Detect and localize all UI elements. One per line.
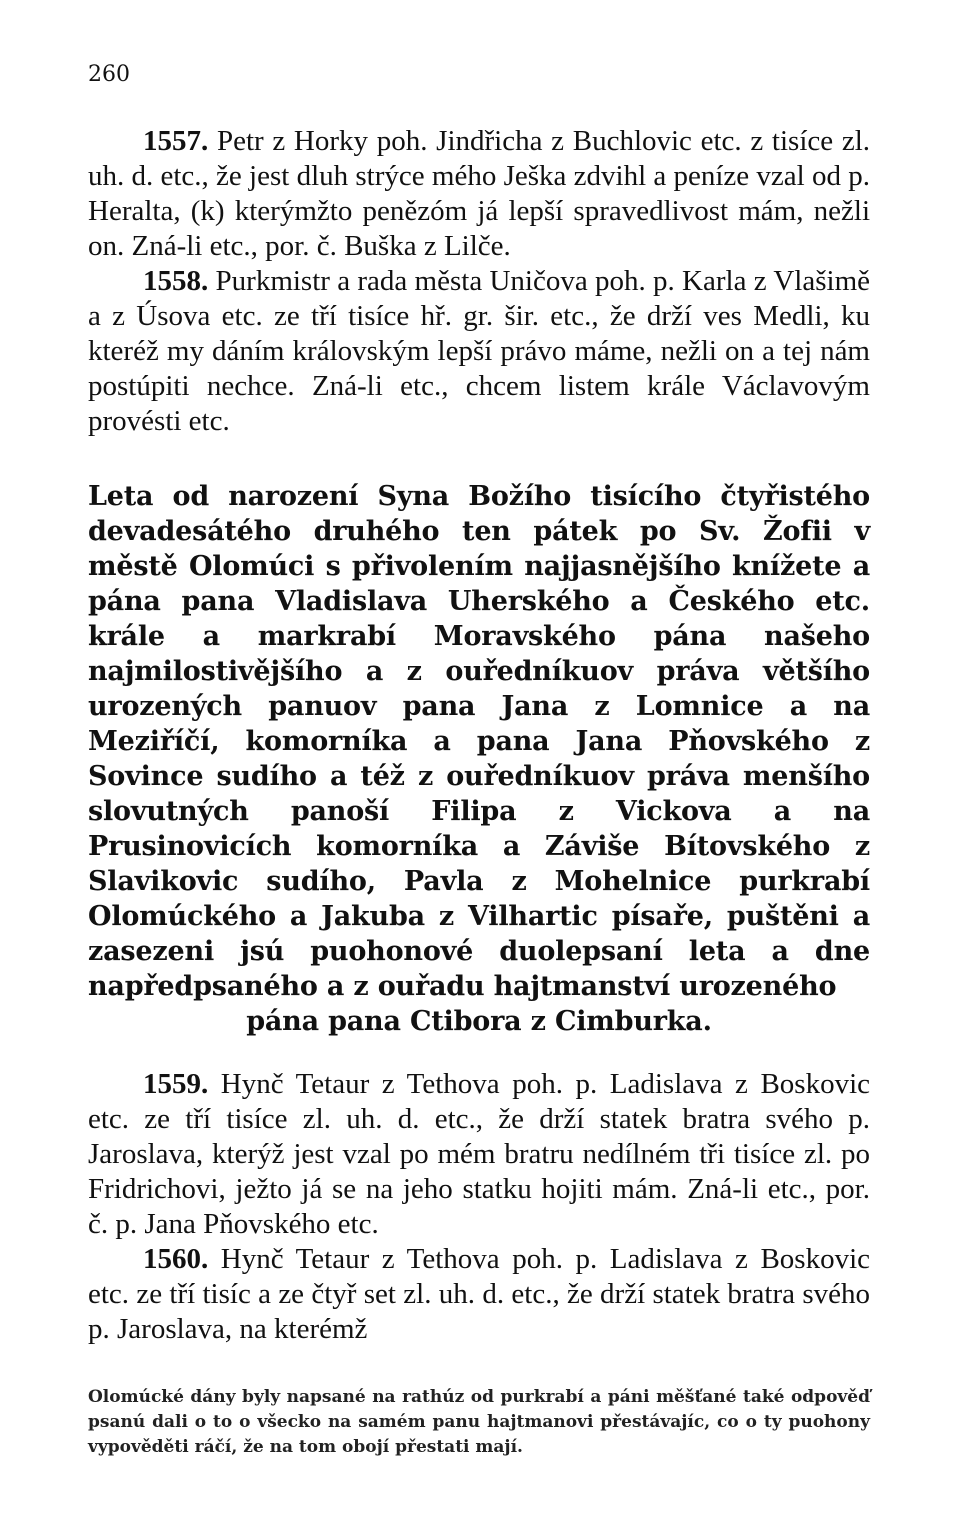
section-heading-last-line: pána pana Ctibora z Cimburka. [246, 1006, 712, 1037]
entry-1559 [88, 1067, 870, 1242]
entry-1558 [88, 264, 870, 439]
entry-text: Purkmistr a rada města Uničova poh. p. Karla z Vlašimě a z Úsova etc. ze tří tisíce hř. gr. šir. etc., že drží ves Medli, ku kteréž my dáním královským lepší právo máme, nežli on a tej nám postúpiti nechce. Zná-li etc., chcem listem krále Václavovým provésti etc. [88, 265, 870, 437]
entry-text: Hynč Tetaur z Tethova poh. p. Ladislava z Boskovic etc. ze tří tisíc a ze čtyř set zl. uh. d. etc., že drží statek bratra svého p. Jaroslava, na kterémž [88, 1243, 871, 1345]
entry-number: 1559. [143, 1068, 209, 1100]
document-page [88, 60, 870, 1460]
entry-1560 [88, 1242, 870, 1347]
entry-number: 1558. [143, 265, 209, 297]
entry-1557 [88, 124, 870, 264]
footnote: Olomúcké dány byly napsané na rathúz od purkrabí a páni měšťané také odpověď psanú dali o to o všecko na samém panu hajtmanovi přestávajíc, co o ty puohony vypověděti ráčí, že na tom obojí přestati mají. [88, 1387, 870, 1457]
page-number: 260 [88, 62, 130, 87]
entry-text: Petr z Horky poh. Jindřicha z Buchlovic etc. z tisíce zl. uh. d. etc., že jest dluh strýce mého Ješka zdvihl a peníze vzal od p. Heralta, (k) kterýmžto penězóm já lepší spravedlivost mám, nežli on. Zná-li etc., por. č. Buška z Lilče. [88, 125, 871, 262]
section-heading-text: Leta od narození Syna Božího tisícího čtyřistého devadesátého druhého ten pátek po Sv. Žofii v městě Olomúci s přivolením najjasnějšího knížete a pána pana Vladislava Uherského a Českého etc. krále a markrabí Moravského pána našeho najmilostivějšího a z ouředníkuov práva většího urozených panuov pana Jana z Lomnice a na Meziříčí, komorníka a pana Jana Pňovského z Sovince sudího a též z ouředníkuov práva menšího slovutných panoší Filipa z Vickova a na Prusinovicích komorníka a Záviše Bítovského z Slavikovic sudího, Pavla z Mohelnice purkrabí Olomúckého a Jakuba z Vilhartic písaře, puštěni a zasezeni jsú puohonové duolepsaní leta a dne napředpsaného a z ouřadu hajtmanství urozeného [88, 481, 870, 1002]
entry-text: Hynč Tetaur z Tethova poh. p. Ladislava z Boskovic etc. ze tří tisíce zl. uh. d. etc., že drží statek bratra svého p. Jaroslava, kterýž jest vzal po mém bratru nedílném tři tisíce zl. po Fridrichovi, ježto já se na jeho statku hojiti mám. Zná-li etc., por. č. p. Jana Pňovského etc. [88, 1068, 871, 1240]
section-heading [88, 479, 870, 1039]
entry-number: 1560. [143, 1243, 209, 1275]
entry-number: 1557. [143, 125, 209, 157]
